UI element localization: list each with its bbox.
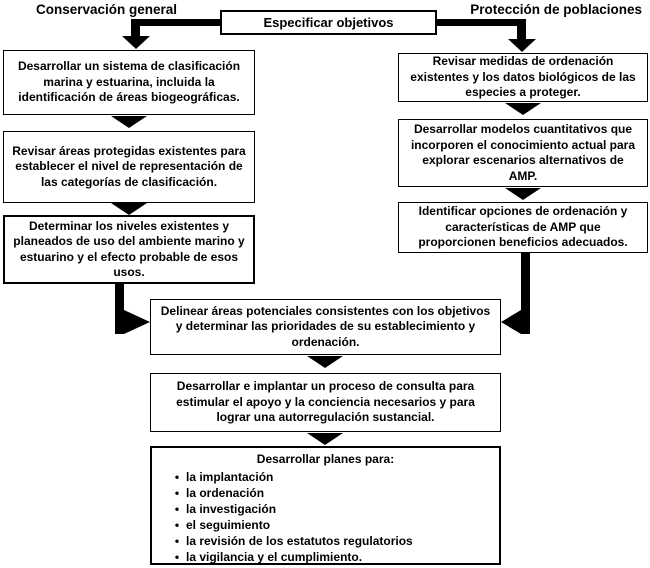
plan-box-title: Desarrollar planes para:: [256, 452, 395, 466]
left-box-1-text: Desarrollar un sistema de clasificación marina y estuarina, incluida la identificación de áreas biogeográficas.: [17, 59, 241, 105]
right-box-1-text: Revisar medidas de ordenación existentes y los datos biológicos de las especies a proteger.: [410, 54, 636, 100]
arrow-down-icon: [505, 188, 541, 200]
bullet-text: la vigilancia y el cumplimiento.: [186, 550, 363, 564]
left-box-3: [3, 215, 255, 284]
right-box-2-text: Desarrollar modelos cuantitativos que incorporen el conocimiento actual para explorar escenarios alternativos de AMP.: [410, 122, 636, 183]
connector-right-vertical: [521, 253, 530, 334]
left-box-2: [3, 131, 255, 203]
bullet-icon: •: [174, 470, 180, 484]
arrow-left-icon: [501, 310, 521, 334]
arrow-down-icon: [505, 103, 541, 115]
right-box-2: [398, 119, 648, 187]
bullet-text: la revisión de los estatutos regulatorios: [186, 534, 413, 548]
connector-right-corner: [517, 19, 526, 39]
connector-left-horizontal: [131, 19, 221, 26]
bullet-item: [158, 549, 493, 565]
right-box-3: [398, 202, 648, 253]
center-box-1-text: Delinear áreas potenciales consistentes con los objetivos y determinar las prioridades de su establecimiento y ordenación.: [160, 303, 491, 349]
connector-right-horizontal: [437, 19, 526, 26]
bullet-icon: •: [174, 550, 180, 564]
center-box-2-text: Desarrollar e implantar un proceso de consulta para estimular el apoyo y la conciencia necesarios y para lograr una autorregulación sustancial.: [176, 379, 475, 425]
left-box-3-text: Determinar los niveles existentes y planeados de uso del ambiente marino y estuarino y el efecto probable de esos usos.: [13, 218, 245, 279]
bullet-icon: •: [174, 534, 180, 548]
arrow-down-icon: [307, 433, 343, 445]
column-header-right: Protección de poblaciones: [470, 2, 642, 17]
arrow-down-icon: [111, 116, 147, 128]
arrow-right-icon: [124, 310, 150, 334]
plan-bullet-list: [158, 469, 493, 565]
arrow-down-icon: [111, 203, 147, 215]
connector-left-corner: [131, 19, 140, 37]
right-box-1: [398, 53, 648, 102]
right-box-3-text: Identificar opciones de ordenación y características de AMP que proporcionen beneficios adecuados.: [418, 204, 628, 250]
bullet-text: la investigación: [186, 502, 277, 516]
plan-box: [150, 446, 501, 565]
bullet-text: la ordenación: [186, 486, 265, 500]
bullet-item: [158, 533, 493, 549]
bullet-item: [158, 501, 493, 517]
bullet-icon: •: [174, 502, 180, 516]
bullet-icon: •: [174, 518, 180, 532]
bullet-text: el seguimiento: [186, 518, 271, 532]
arrow-down-icon: [307, 356, 343, 368]
bullet-text: la implantación: [186, 470, 274, 484]
connector-left-vertical: [115, 284, 124, 334]
left-box-1: [3, 50, 255, 115]
bullet-icon: •: [174, 486, 180, 500]
column-header-left: Conservación general: [36, 2, 178, 17]
bullet-item: [158, 517, 493, 533]
center-box-2: [150, 373, 501, 432]
bullet-item: [158, 485, 493, 501]
specify-objectives-label: Especificar objetivos: [263, 14, 394, 30]
specify-objectives-box: [220, 10, 437, 35]
arrow-down-icon: [508, 39, 536, 52]
arrow-down-icon: [122, 36, 150, 49]
left-box-2-text: Revisar áreas protegidas existentes para establecer el nivel de representación de las categorías de clasificación.: [12, 143, 246, 189]
bullet-item: [158, 469, 493, 485]
center-box-1: [150, 299, 501, 355]
